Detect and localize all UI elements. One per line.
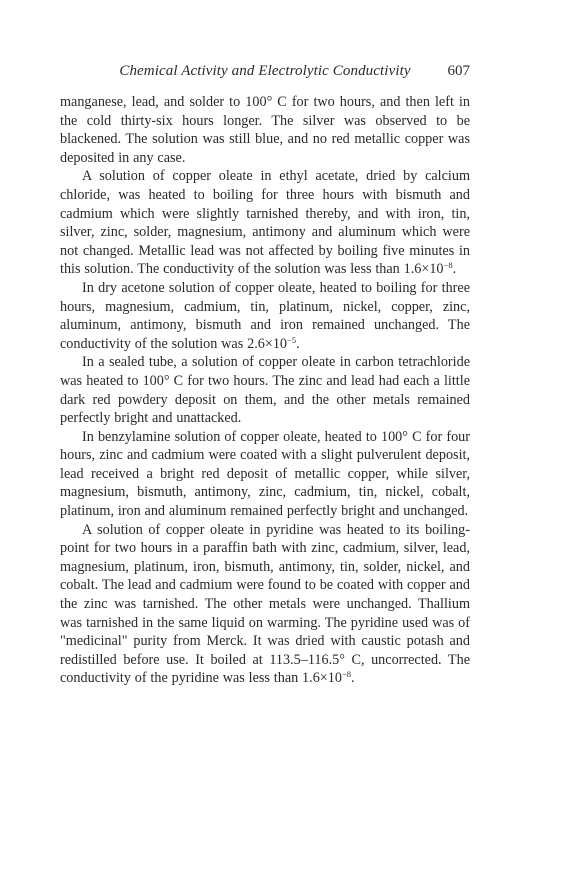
book-page	[60, 63, 470, 688]
text-segment: .	[452, 261, 457, 278]
paragraph	[60, 279, 470, 353]
text-segment: In a sealed tube, a solution of copper oleate in carbon tetrachloride was heated to 100° C for two hours. The zinc and lead had each a little dark red powdery deposit on them, and the other metals remained perfectly bright and unattacked.	[60, 354, 470, 427]
exponent: −8	[341, 669, 352, 680]
text-segment: In dry acetone solution of copper oleate, heated to boiling for three hours, magnesium, cadmium, tin, platinum, nickel, copper, zinc, aluminum, antimony, bismuth and iron remained unchanged. The conductivity of the solution was 2.6×10	[60, 279, 470, 352]
page-number: 607	[447, 63, 470, 79]
text-segment: A solution of copper oleate in ethyl acetate, dried by calcium chloride, was heated to boiling for three hours with bismuth and cadmium which were slightly tarnished thereby, and with iron, tin, silver, zinc, solder, magnesium, antimony and aluminum which were not changed. Metallic lead was not affected by boiling five minutes in this solution. The conductivity of the solution was less than 1.6×10	[60, 168, 470, 278]
text-segment: .	[296, 335, 300, 352]
exponent: −8	[443, 260, 453, 271]
paragraph	[60, 428, 470, 521]
running-title: Chemical Activity and Electrolytic Conductivity	[119, 63, 411, 79]
body-text	[60, 93, 470, 688]
exponent: −5	[287, 334, 297, 345]
paragraph	[60, 167, 470, 279]
paragraph	[60, 93, 470, 167]
text-segment: In benzylamine solution of copper oleate, heated to 100° C for four hours, zinc and cadmium were coated with a slight pulverulent deposit, lead received a bright red deposit of metallic copper, while silver, magnesium, bismuth, antimony, zinc, cadmium, tin, nickel, cobalt, platinum, iron and aluminum remained perfectly bright and unchanged.	[60, 428, 470, 520]
running-header	[60, 63, 470, 85]
text-segment: .	[351, 670, 355, 687]
paragraph	[60, 353, 470, 427]
text-segment: A solution of copper oleate in pyridine was heated to its boiling-point for two hours in a paraffin bath with zinc, cadmium, silver, lead, magnesium, platinum, iron, bismuth, antimony, tin, solder, nickel, and cobalt. The lead and cadmium were found to be coated with copper and the zinc was tarnished. The other metals were unchanged. Thallium was tarnished in the same liquid on warming. The pyridine used was of "medicinal" purity from Merck. It was dried with caustic potash and redistilled before use. It boiled at 113.5–116.5° C, uncorrected. The conductivity of the pyridine was less than 1.6×10	[60, 521, 470, 687]
text-segment: manganese, lead, and solder to 100° C for two hours, and then left in the cold thirty-six hours longer. The silver was observed to be blackened. The solution was still blue, and no red metallic copper was deposited in any case.	[60, 94, 470, 166]
paragraph	[60, 521, 470, 688]
